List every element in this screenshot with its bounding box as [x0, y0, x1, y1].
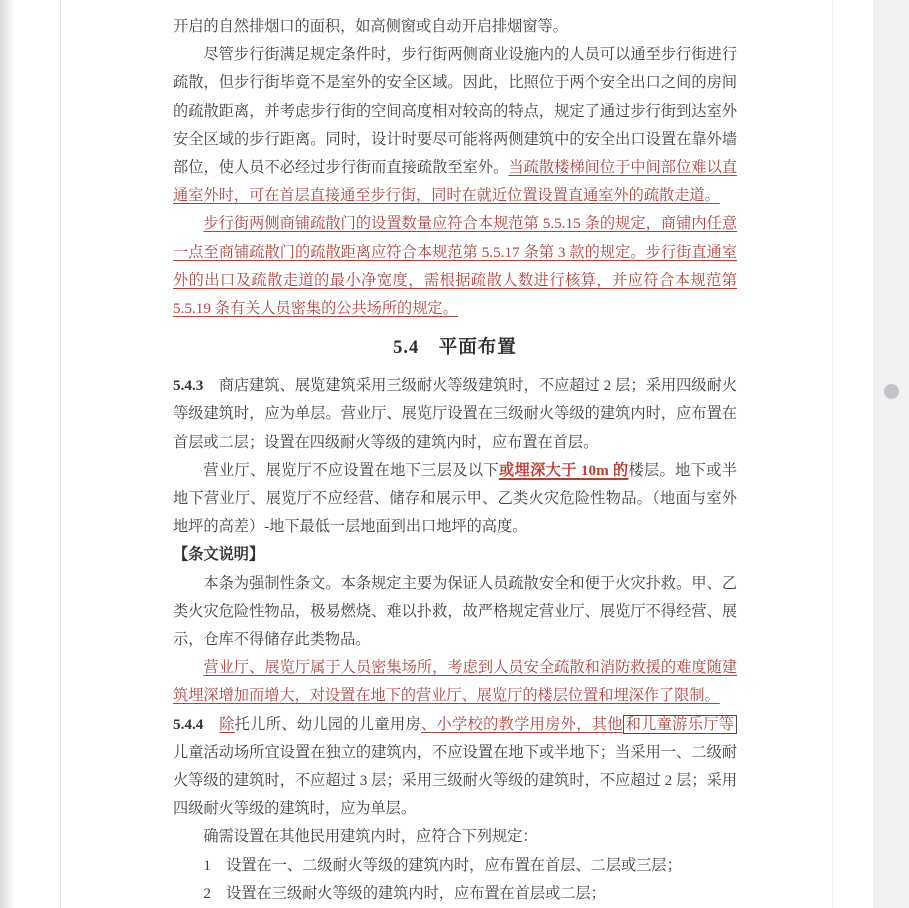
scrollbar-track[interactable]	[873, 0, 909, 908]
text-run: 1 设置在一、二级耐火等级的建筑内时，应布置在首层、二层或三层；	[203, 856, 682, 874]
section-heading: 5.4 平面布置	[393, 338, 517, 359]
text-run: 、小学校的教学用房外，其他	[421, 715, 623, 733]
page-left-shadow	[0, 0, 15, 908]
pre-heading-block	[173, 13, 737, 323]
paragraph	[173, 852, 737, 880]
text-run: 2 设置在三级耐火等级的建筑内时，应布置在首层或二层；	[203, 884, 606, 902]
paragraph	[173, 654, 737, 710]
boxed-text-run: 和儿童游乐厅等	[623, 715, 737, 734]
text-run: 本条为强制性条文。本条规定主要为保证人员疏散安全和便于火灾扑救。甲、乙类火灾危险性物品，极易燃烧、难以扑救，故严格规定营业厅、展览厅不得经营、展示，仓库不得储存此类物品。	[173, 574, 737, 649]
text-run: 5.4.4	[173, 715, 220, 733]
paragraph	[173, 210, 737, 323]
paragraph	[173, 570, 737, 655]
page-edge-right	[832, 0, 833, 908]
text-run: 开启的自然排烟口的面积，如高侧窗或自动开启排烟窗等。	[173, 18, 568, 35]
paragraph	[173, 823, 737, 851]
text-run: 当疏散楼梯间位于中间部位难以直通室外时，可在首层直接通至步行街，同时在就近位置设置直通室外的疏散走道。	[173, 159, 738, 205]
text-run: 营业厅、展览厅不应设置在地下三层及以下	[203, 461, 499, 479]
post-heading-block	[173, 372, 737, 908]
text-run: 楼层。地下或半地下营业厅、展览厅不应经营、储存和展示甲、乙类火灾危险性物品。（地面与室外地坪的高差）-地下最低一层地面到出口地坪的高度。	[173, 461, 738, 536]
text-run: 确需设置在其他民用建筑内时，应符合下列规定：	[203, 828, 538, 846]
paragraph	[173, 541, 737, 569]
paragraph	[173, 457, 737, 542]
paragraph	[173, 41, 737, 210]
text-run: 尽管步行街满足规定条件时，步行街两侧商业设施内的人员可以通至步行街进行疏散，但步行街毕竟不是室外的安全区域。因此，比照位于两个安全出口之间的房间的疏散距离，并考虑步行街的空间高度相对较高的特点，规定了通过步行街到达室外安全区域的步行距离。同时，设计时要尽可能将两侧建筑中的安全出口设置在靠外墙部位，使人员不必经过步行街而直接疏散至室外。	[173, 46, 737, 177]
text-run: 步行街两侧商铺疏散门的设置数量应符合本规范第 5.5.15 条的规定，商铺内任意一点至商铺疏散门的疏散距离应符合本规范第 5.5.17 条第 3 款的规定。步行街直通室外的出口及疏散走道的最小净宽度，需根据疏散人数进行核算，并应符合本规范第 5.5.19 条有关人员密集的公共场所的规定。	[173, 215, 737, 318]
document-text	[173, 13, 737, 908]
text-run: 儿童活动场所宜设置在独立的建筑内，不应设置在地下或半地下；当采用一、二级耐火等级的建筑时，不应超过 3 层；采用三级耐火等级的建筑时，不应超过 2 层；采用四级耐火等级的建筑时，应为单层。	[173, 743, 737, 818]
page-edge-left	[60, 0, 61, 908]
paragraph	[173, 372, 737, 457]
text-run: 或埋深大于 10m 的	[498, 461, 629, 479]
text-run: 营业厅、展览厅属于人员密集场所，考虑到人员安全疏散和消防救援的难度随建筑埋深增加而增大，对设置在地下的营业厅、展览厅的楼层位置和埋深作了限制。	[173, 659, 737, 705]
text-run: 5.4.3	[173, 377, 219, 395]
text-run: 【条文说明】	[173, 546, 265, 564]
paragraph	[173, 880, 737, 908]
scrollbar-thumb[interactable]	[884, 384, 899, 399]
text-run: 除	[219, 715, 235, 733]
text-run: 商店建筑、展览建筑采用三级耐火等级建筑时，不应超过 2 层；采用四级耐火等级建筑时，应为单层。营业厅、展览厅设置在三级耐火等级的建筑内时，应布置在首层或二层；设置在四级耐火等级的建筑内时，应布置在首层。	[173, 377, 738, 451]
text-run: 托儿所、幼儿园的儿童用房	[234, 715, 421, 733]
paragraph	[173, 13, 737, 41]
paragraph	[173, 711, 737, 824]
